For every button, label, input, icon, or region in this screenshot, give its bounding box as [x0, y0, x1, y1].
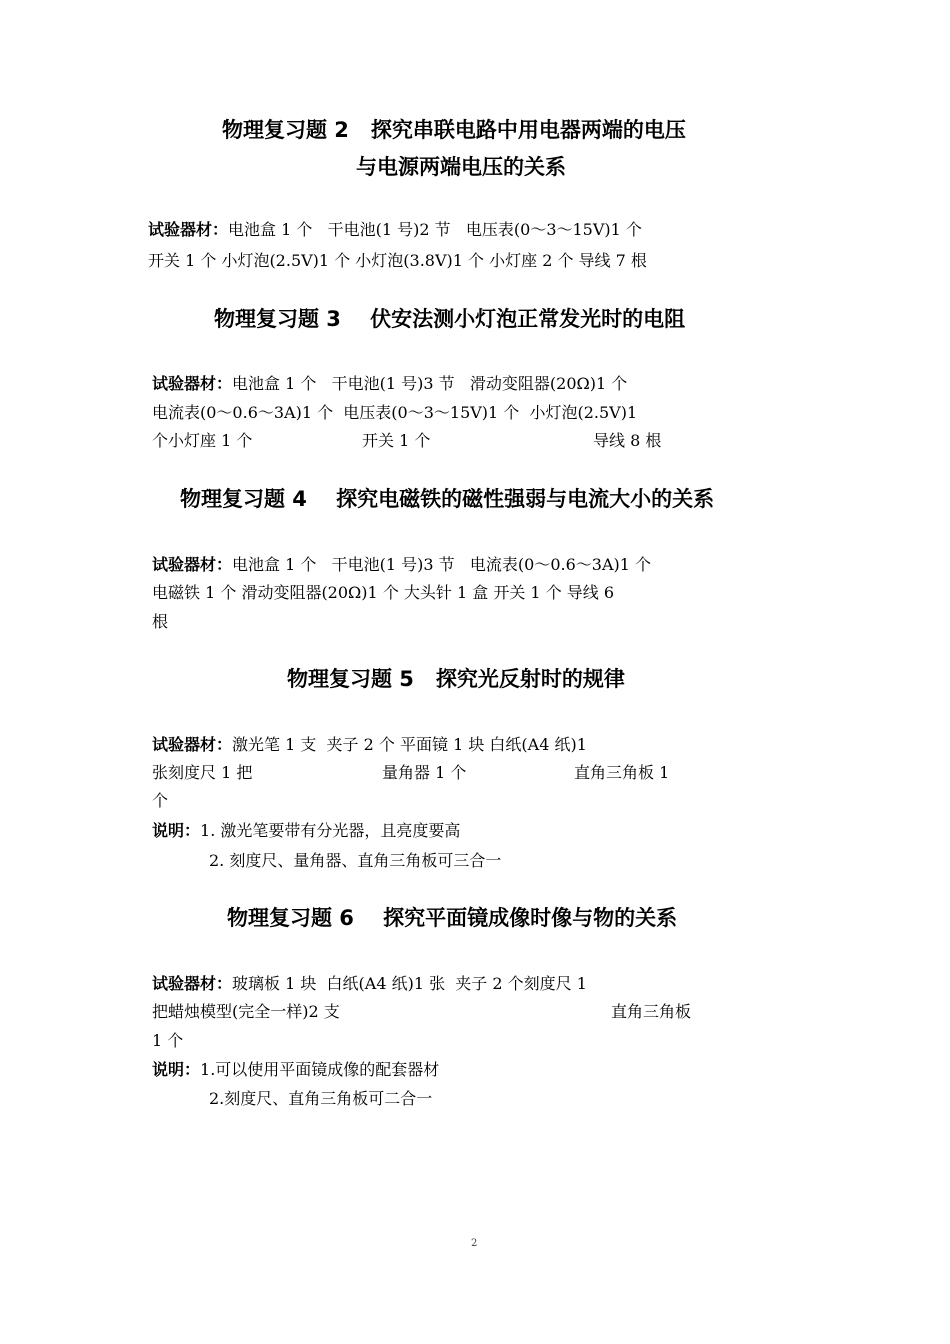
note-label: 说明：	[152, 1060, 201, 1079]
section-5-materials-line1	[152, 734, 587, 756]
materials-text: 玻璃板 1 块 白纸(A4 纸)1 张 夹子 2 个刻度尺 1	[232, 974, 587, 993]
section-2-materials-line1	[148, 219, 642, 241]
section-5-title: 物理复习题 5 探究光反射时的规律	[287, 667, 625, 691]
note-text: 1. 激光笔要带有分光器，且亮度要高	[200, 821, 461, 840]
section-4-materials-line3: 根	[152, 612, 169, 631]
section-5-materials-protractor: 量角器 1 个	[382, 763, 467, 782]
materials-label: 试验器材：	[152, 735, 233, 754]
section-2-materials-line2: 开关 1 个 小灯泡(2.5V)1 个 小灯泡(3.8V)1 个 小灯座 2 个 导线 7 根	[148, 251, 647, 270]
section-2-title-line2: 与电源两端电压的关系	[356, 155, 566, 179]
section-5-note-line1	[152, 820, 460, 842]
section-6-materials-line1	[152, 973, 587, 995]
section-4-materials-line1	[152, 554, 651, 576]
materials-label: 试验器材：	[148, 220, 229, 239]
section-3-materials-line3: 个小灯座 1 个	[152, 431, 253, 450]
page-number: 2	[471, 1238, 478, 1249]
materials-label: 试验器材：	[152, 974, 233, 993]
section-5-materials-line3: 个	[152, 791, 169, 810]
materials-text: 电池盒 1 个 干电池(1 号)2 节 电压表(0～3～15V)1 个	[228, 220, 642, 239]
note-text: 1.可以使用平面镜成像的配套器材	[200, 1060, 440, 1079]
section-6-title: 物理复习题 6 探究平面镜成像时像与物的关系	[227, 906, 678, 930]
section-6-materials-triangle: 直角三角板	[611, 1002, 692, 1021]
section-3-materials-switch: 开关 1 个	[362, 431, 431, 450]
section-2-title-line1: 物理复习题 2 探究串联电路中用电器两端的电压	[222, 118, 686, 142]
materials-label: 试验器材：	[152, 555, 233, 574]
section-4-title: 物理复习题 4 探究电磁铁的磁性强弱与电流大小的关系	[180, 487, 715, 511]
section-3-materials-wires: 导线 8 根	[593, 431, 662, 450]
note-label: 说明：	[152, 821, 201, 840]
section-5-materials-triangle: 直角三角板 1	[574, 763, 670, 782]
section-3-materials-line2: 电流表(0～0.6～3A)1 个 电压表(0～3～15V)1 个 小灯泡(2.5V)1	[152, 403, 638, 422]
section-5-materials-line2: 张刻度尺 1 把	[152, 763, 253, 782]
materials-text: 电池盒 1 个 干电池(1 号)3 节 电流表(0～0.6～3A)1 个	[232, 555, 652, 574]
section-3-title: 物理复习题 3 伏安法测小灯泡正常发光时的电阻	[214, 307, 686, 331]
section-6-materials-line3: 1 个	[152, 1031, 184, 1050]
section-6-note-line2: 2.刻度尺、直角三角板可二合一	[209, 1089, 433, 1108]
section-3-materials-line1	[152, 373, 627, 395]
materials-text: 电池盒 1 个 干电池(1 号)3 节 滑动变阻器(20Ω)1 个	[232, 374, 628, 393]
materials-label: 试验器材：	[152, 374, 233, 393]
section-6-materials-line2: 把蜡烛模型(完全一样)2 支	[152, 1002, 340, 1021]
section-4-materials-line2: 电磁铁 1 个 滑动变阻器(20Ω)1 个 大头针 1 盒 开关 1 个 导线 6	[152, 583, 615, 602]
section-5-note-line2: 2. 刻度尺、量角器、直角三角板可三合一	[209, 851, 502, 870]
section-6-note-line1	[152, 1059, 439, 1081]
materials-text: 激光笔 1 支 夹子 2 个 平面镜 1 块 白纸(A4 纸)1	[232, 735, 587, 754]
